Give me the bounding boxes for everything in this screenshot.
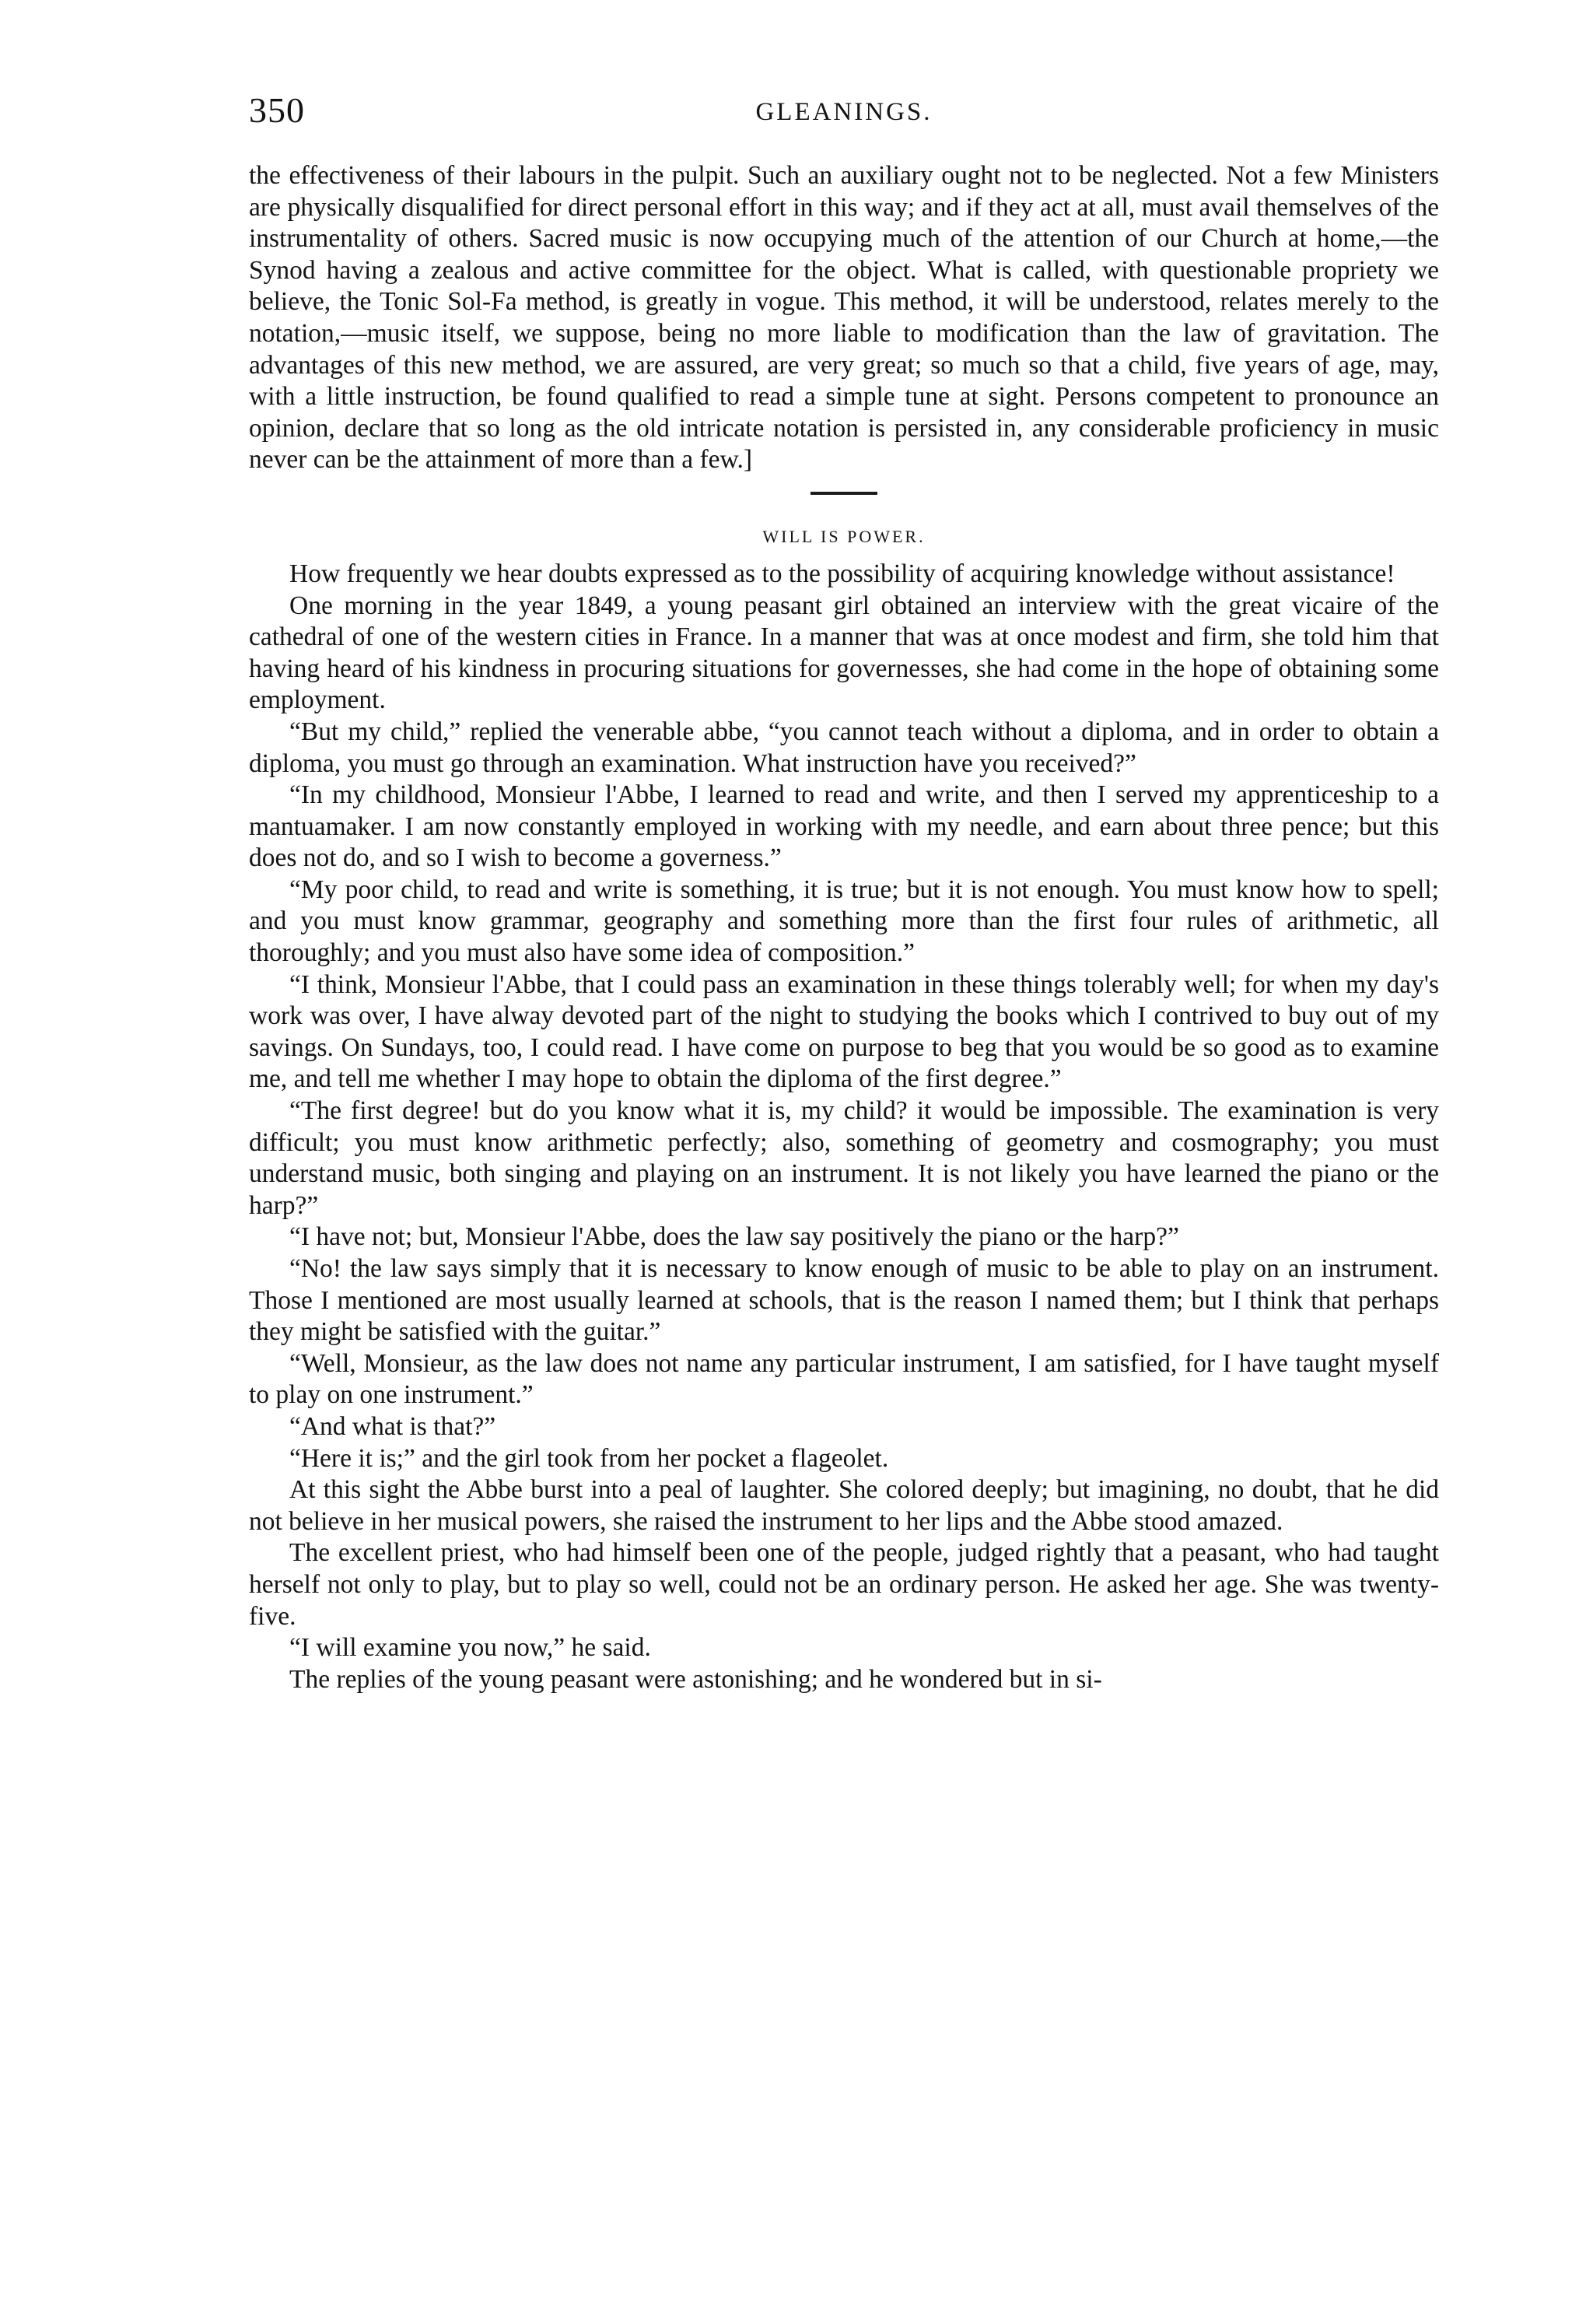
- paragraph: At this sight the Abbe burst into a peal of laughter. She colored deeply; but imagining, no doubt, that he did not believe in her musical powers, she raised the instrument to her lips and the Abbe stood amazed.: [249, 1475, 1439, 1536]
- paragraph: One morning in the year 1849, a young peasant girl obtained an interview with the great vicaire of the cathedral of one of the western cities in France. In a manner that was at once modest and firm, she told him that having heard of his kindness in procuring situations for governesses, she had come in the hope of obtaining some employment.: [249, 591, 1439, 715]
- paragraph: “The first degree! but do you know what it is, my child? it would be impossible. The examination is very difficult; you must know arithmetic perfectly; also, something of geometry and cosmography; you must understand music, both singing and playing on an instrument. It is not likely you have learned the piano or the harp?”: [249, 1096, 1439, 1220]
- page-number: 350: [249, 90, 305, 130]
- paragraph: “And what is that?”: [289, 1411, 496, 1441]
- section-heading: WILL IS POWER.: [762, 526, 926, 546]
- paragraph: “But my child,” replied the venerable abbe, “you cannot teach without a diploma, and in order to obtain a diploma, you must go through an examination. What instruction have you received?”: [249, 717, 1439, 778]
- paragraph: The excellent priest, who had himself been one of the people, judged rightly that a peasant, who had taught herself not only to play, but to play so well, could not be an ordinary person. He asked her age. She was twenty-five.: [249, 1538, 1439, 1631]
- paragraph: “My poor child, to read and write is something, it is true; but it is not enough. You must know how to spell; and you must know grammar, geography and something more than the first four rules of arithmetic, all thoroughly; and you must also have some idea of composition.”: [249, 875, 1439, 968]
- paragraph: How frequently we hear doubts expressed as to the possibility of acquiring knowledge without assistance!: [289, 559, 1395, 588]
- intro-paragraph: the effectiveness of their labours in the pulpit. Such an auxiliary ought not to be neglected. Not a few Ministers are physically disqualified for direct personal effort in this way; and if they act at all, must avail themselves of the instrumentality of others. Sacred music is now occupying much of the attention of our Church at home,—the Synod having a zealous and active committee for the object. What is called, with questionable propriety we believe, the Tonic Sol-Fa method, is greatly in vogue. This method, it will be understood, relates merely to the notation,—music itself, we suppose, being no more liable to modification than the law of gravitation. The advantages of this new method, we are assured, are very great; so much so that a child, five years of age, may, with a little instruction, be found qualified to read a simple tune at sight. Persons competent to pronounce an opinion, declare that so long as the old intricate notation is persisted in, any considerable proficiency in music never can be the attainment of more than a few.]: [249, 161, 1439, 475]
- section-divider-rule: [811, 492, 877, 495]
- running-head: [249, 87, 1439, 134]
- paragraph: “In my childhood, Monsieur l'Abbe, I learned to read and write, and then I served my apprenticeship to a mantuamaker. I am now constantly employed in working with my needle, and earn about three pence; but this does not do, and so I wish to become a governess.”: [249, 780, 1439, 873]
- paragraph: “Here it is;” and the girl took from her pocket a flageolet.: [289, 1443, 889, 1473]
- body-text: [249, 160, 1439, 1695]
- running-title: GLEANINGS.: [755, 98, 933, 126]
- paragraph: The replies of the young peasant were astonishing; and he wondered but in si-: [289, 1664, 1102, 1694]
- paragraph: “I will examine you now,” he said.: [289, 1633, 651, 1663]
- paragraph: “No! the law says simply that it is necessary to know enough of music to be able to play on an instrument. Those I mentioned are most usually learned at schools, that is the reason I named them; but I think that perhaps they might be satisfied with the guitar.”: [249, 1254, 1439, 1347]
- paragraph: “Well, Monsieur, as the law does not name any particular instrument, I am satisfied, for I have taught myself to play on one instrument.”: [249, 1348, 1439, 1410]
- paragraph: “I think, Monsieur l'Abbe, that I could pass an examination in these things tolerably well; for when my day's work was over, I have alway devoted part of the night to studying the books which I contrived to buy out of my savings. On Sundays, too, I could read. I have come on purpose to beg that you would be so good as to examine me, and tell me whether I may hope to obtain the diploma of the first degree.”: [249, 969, 1439, 1094]
- paragraph: “I have not; but, Monsieur l'Abbe, does the law say positively the piano or the harp?”: [289, 1222, 1179, 1252]
